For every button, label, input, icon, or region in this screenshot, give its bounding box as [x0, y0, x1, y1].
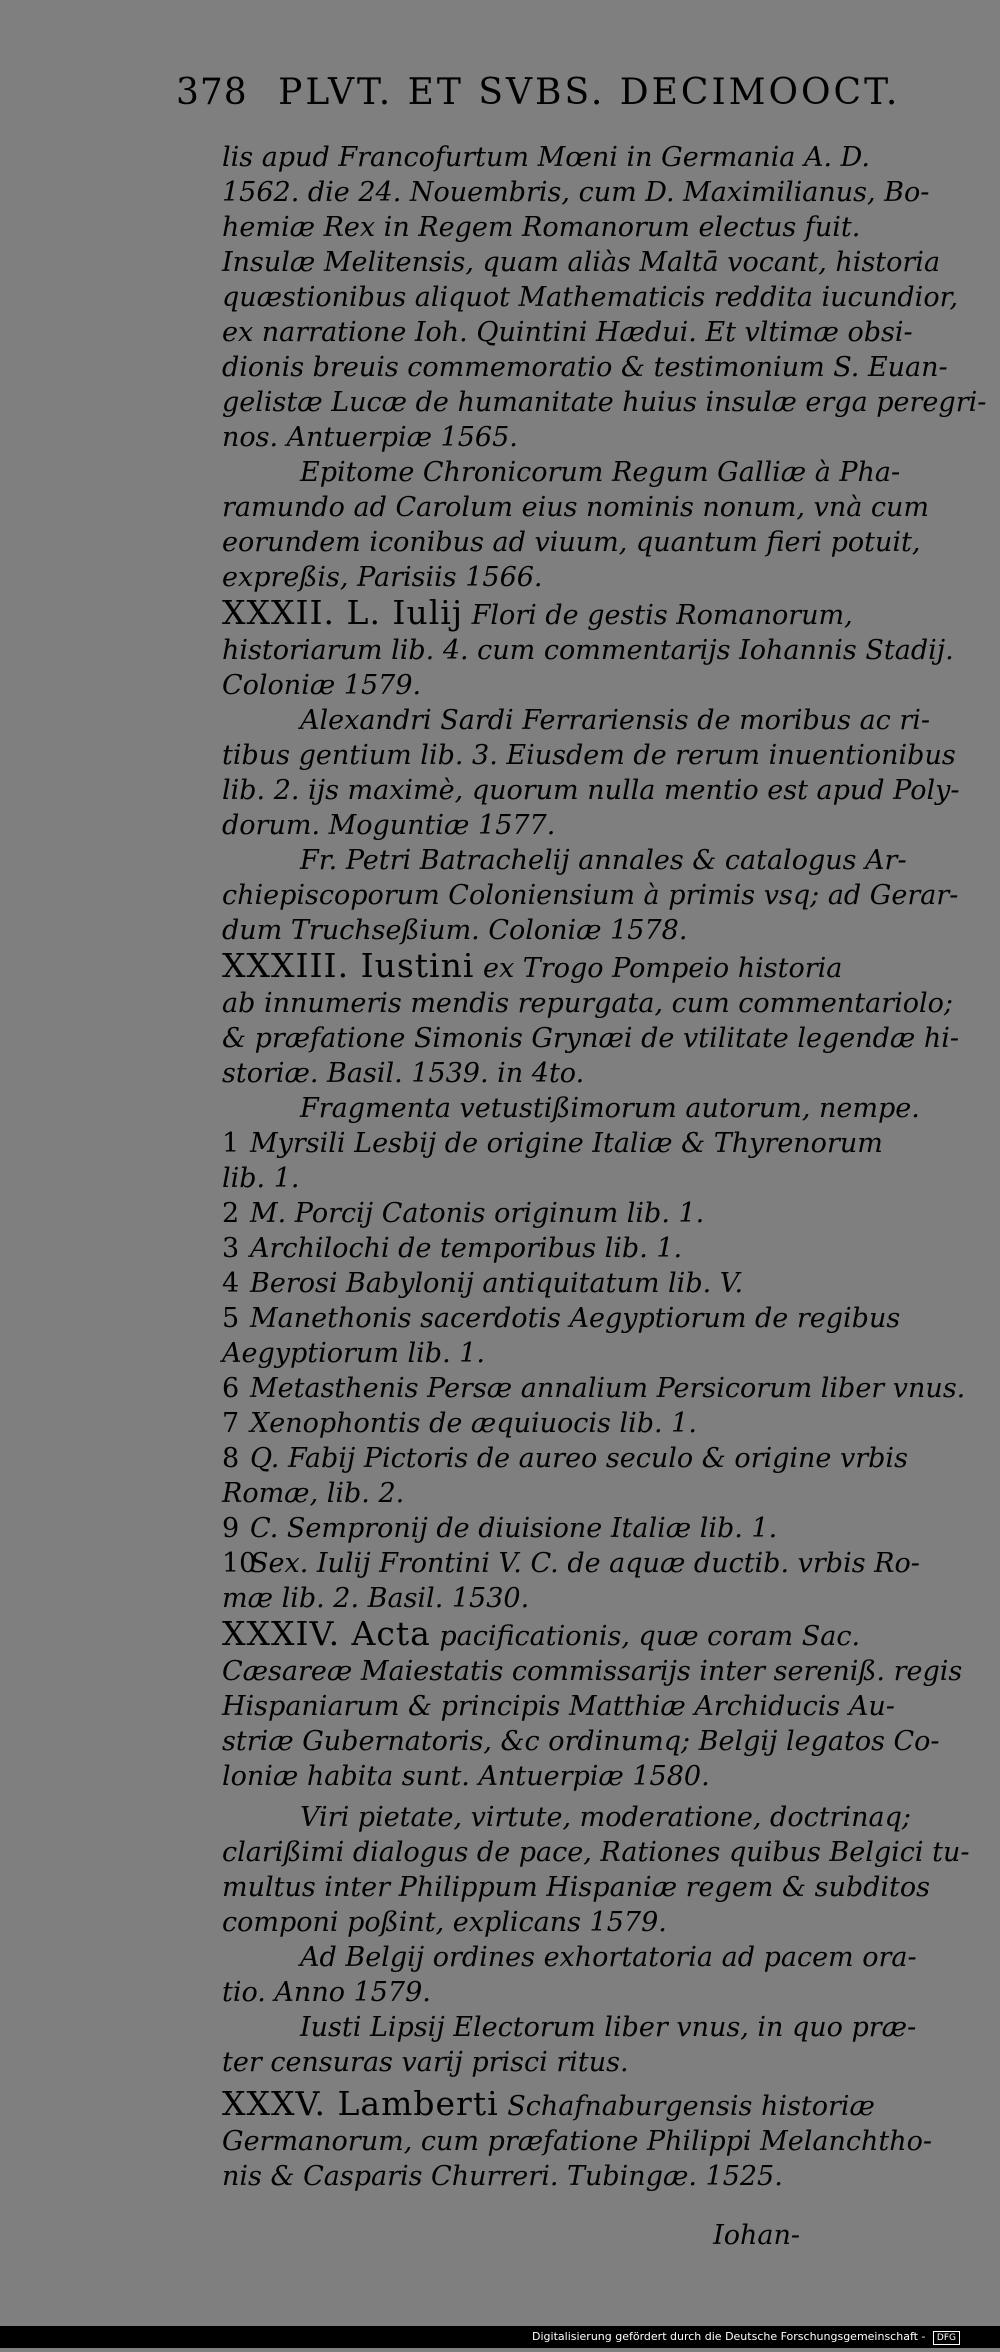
text-line	[222, 1905, 810, 1940]
text-line	[222, 2124, 933, 2159]
text-line	[222, 210, 861, 245]
line-text: Romæ, lib. 2.	[222, 1478, 405, 1509]
line-text: Sex. Iulij Frontini V. C. de aquæ ductib. vrbis Ro-	[250, 1548, 920, 1579]
text-line	[222, 1800, 911, 1835]
text-line	[222, 1161, 810, 1196]
line-text: dionis breuis commemoratio & testimonium S. Euan-	[222, 352, 948, 383]
item-number: 2	[222, 1198, 240, 1229]
text-line	[222, 1441, 908, 1476]
line-text: gelistæ Lucæ de humanitate huius insulæ erga peregri-	[222, 387, 987, 418]
text-line	[222, 2084, 875, 2124]
line-text: Archilochi de temporibus lib. 1.	[250, 1233, 683, 1264]
item-number: 5	[222, 1303, 240, 1334]
running-head-title: PLVT. ET SVBS. DECIMOOCT.	[278, 72, 901, 113]
text-line	[222, 1231, 810, 1266]
item-number: 8	[222, 1443, 240, 1474]
line-text: Fragmenta vetustißimorum autorum, nempe.	[300, 1093, 920, 1124]
line-text: Q. Fabij Pictoris de aureo seculo & origine vrbis	[250, 1443, 908, 1474]
line-text: ab innumeris mendis repurgata, cum commentariolo;	[222, 988, 953, 1019]
line-text: lib. 1.	[222, 1163, 300, 1194]
text-line	[222, 1196, 810, 1231]
digitization-footer	[0, 2326, 1000, 2348]
footer-text: Digitalisierung gefördert durch die Deutsche Forschungsgemeinschaft -	[532, 2330, 926, 2343]
line-text: Coloniæ 1579.	[222, 670, 422, 701]
line-text: multus inter Philippum Hispaniæ regem & subditos	[222, 1872, 931, 1903]
line-text: mæ lib. 2. Basil. 1530.	[222, 1583, 530, 1614]
text-line	[222, 1835, 970, 1870]
text-line	[222, 385, 987, 420]
text-line	[222, 525, 921, 560]
line-text: tio. Anno 1579.	[222, 1977, 431, 2008]
line-text: Flori de gestis Romanorum,	[463, 600, 853, 631]
text-line	[222, 245, 941, 280]
text-line	[222, 843, 907, 878]
text-line	[222, 490, 930, 525]
text-line	[222, 773, 960, 808]
line-text: ter censuras varij prisci ritus.	[222, 2047, 629, 2078]
text-line	[222, 1476, 810, 1511]
text-line	[222, 280, 959, 315]
text-line	[222, 1266, 810, 1301]
text-line	[222, 593, 853, 633]
line-text: C. Sempronij de diuisione Italiæ lib. 1.	[250, 1513, 778, 1544]
line-text: Insulæ Melitensis, quam aliàs Maltā vocant, historia	[222, 247, 941, 278]
text-line	[222, 1126, 883, 1161]
text-line	[222, 1614, 861, 1654]
text-line	[222, 668, 810, 703]
line-text: clarißimi dialogus de pace, Rationes quibus Belgici tu-	[222, 1837, 970, 1868]
line-text: componi poßint, explicans 1579.	[222, 1907, 667, 1938]
line-text: Aegyptiorum lib. 1.	[222, 1338, 485, 1369]
line-text: pacificationis, quæ coram Sac.	[430, 1621, 861, 1652]
text-line	[222, 455, 901, 490]
line-text: quæstionibus aliquot Mathematicis reddita iucundior,	[222, 282, 959, 313]
text-line	[222, 1654, 963, 1689]
text-line	[222, 1975, 810, 2010]
text-line	[222, 315, 913, 350]
line-text: Ad Belgij ordines exhortatoria ad pacem ora-	[300, 1942, 917, 1973]
line-text: Cæsareæ Maiestatis commissarijs inter sereniß. regis	[222, 1656, 963, 1687]
section-heading: XXXIII. Iustini	[222, 946, 475, 985]
text-line	[222, 1581, 810, 1616]
text-line	[222, 420, 810, 455]
line-text: nis & Casparis Churreri. Tubingæ. 1525.	[222, 2161, 783, 2192]
text-line	[222, 1406, 810, 1441]
running-header	[176, 72, 901, 113]
text-line	[222, 913, 810, 948]
page-body	[222, 140, 987, 2194]
text-line	[222, 560, 810, 595]
item-number: 6	[222, 1373, 240, 1404]
text-line	[222, 703, 931, 738]
catchword: Iohan-	[713, 2220, 800, 2251]
text-line	[222, 738, 956, 773]
item-number: 1	[222, 1128, 240, 1159]
page-number: 378	[176, 72, 248, 113]
text-line	[222, 1689, 895, 1724]
section-heading: XXXV. Lamberti	[222, 2084, 499, 2123]
line-text: chiepiscoporum Coloniensium à primis vsq; ad Gerar-	[222, 880, 959, 911]
line-text: dorum. Moguntiæ 1577.	[222, 810, 556, 841]
line-text: lib. 2. ijs maximè, quorum nulla mentio est apud Poly-	[222, 775, 960, 806]
text-line	[222, 1301, 901, 1336]
text-line	[222, 878, 959, 913]
item-number: 3	[222, 1233, 240, 1264]
line-text: Germanorum, cum præfatione Philippi Melanchtho-	[222, 2126, 933, 2157]
line-text: 1562. die 24. Nouembris, cum D. Maximilianus, Bo-	[222, 177, 930, 208]
line-text: striæ Gubernatoris, &c ordinumq; Belgij legatos Co-	[222, 1726, 940, 1757]
text-line	[222, 1371, 966, 1406]
text-line	[222, 1021, 960, 1056]
line-text: Viri pietate, virtute, moderatione, doctrinaq;	[300, 1802, 911, 1833]
line-text: ex Trogo Pompeio historia	[474, 953, 843, 984]
text-line	[222, 175, 930, 210]
text-line	[222, 1724, 940, 1759]
line-text: Alexandri Sardi Ferrariensis de moribus ac ri-	[300, 705, 931, 736]
section-heading: XXXIV. Acta	[222, 1614, 431, 1653]
item-number: 9	[222, 1513, 240, 1544]
text-line	[222, 350, 948, 385]
line-text: Myrsili Lesbij de origine Italiæ & Thyrenorum	[250, 1128, 883, 1159]
text-line	[222, 1336, 810, 1371]
text-line	[222, 1870, 931, 1905]
text-line	[222, 1091, 920, 1126]
section-heading: XXXII. L. Iulij	[222, 593, 464, 632]
line-text: ramundo ad Carolum eius nominis nonum, vnà cum	[222, 492, 930, 523]
line-text: storiæ. Basil. 1539. in 4to.	[222, 1058, 585, 1089]
text-line	[222, 633, 954, 668]
text-line	[222, 1511, 810, 1546]
text-line	[222, 140, 870, 175]
item-number: 4	[222, 1268, 240, 1299]
line-text: ex narratione Ioh. Quintini Hædui. Et vltimæ obsi-	[222, 317, 913, 348]
text-line	[222, 986, 953, 1021]
text-line	[222, 2159, 810, 2194]
line-text: lis apud Francofurtum Mœni in Germania A. D.	[222, 142, 870, 173]
line-text: Schafnaburgensis historiæ	[498, 2091, 875, 2122]
text-line	[222, 2045, 810, 2080]
text-line	[222, 946, 843, 986]
line-text: eorundem iconibus ad viuum, quantum fieri potuit,	[222, 527, 921, 558]
line-text: Hispaniarum & principis Matthiæ Archiducis Au-	[222, 1691, 895, 1722]
line-text: Metasthenis Persæ annalium Persicorum liber vnus.	[250, 1373, 966, 1404]
line-text: & præfatione Simonis Grynæi de vtilitate legendæ hi-	[222, 1023, 960, 1054]
line-text: nos. Antuerpiæ 1565.	[222, 422, 518, 453]
text-line	[222, 1546, 920, 1581]
text-line	[222, 1940, 917, 1975]
line-text: expreßis, Parisiis 1566.	[222, 562, 543, 593]
line-text: Fr. Petri Batrachelij annales & catalogus Ar-	[300, 845, 907, 876]
line-text: Iusti Lipsij Electorum liber vnus, in quo præ-	[300, 2012, 917, 2043]
line-text: Epitome Chronicorum Regum Galliæ à Pha-	[300, 457, 901, 488]
line-text: historiarum lib. 4. cum commentarijs Iohannis Stadij.	[222, 635, 954, 666]
text-line	[222, 808, 810, 843]
line-text: loniæ habita sunt. Antuerpiæ 1580.	[222, 1761, 710, 1792]
item-number: 10	[222, 1548, 257, 1579]
line-text: dum Truchseßium. Coloniæ 1578.	[222, 915, 688, 946]
line-text: Manethonis sacerdotis Aegyptiorum de regibus	[250, 1303, 901, 1334]
line-text: tibus gentium lib. 3. Eiusdem de rerum inuentionibus	[222, 740, 956, 771]
line-text: Xenophontis de æquiuocis lib. 1.	[250, 1408, 697, 1439]
line-text: M. Porcij Catonis originum lib. 1.	[250, 1198, 705, 1229]
item-number: 7	[222, 1408, 240, 1439]
text-line	[222, 2010, 917, 2045]
text-line	[222, 1759, 810, 1794]
line-text: hemiæ Rex in Regem Romanorum electus fuit.	[222, 212, 861, 243]
text-line	[222, 1056, 810, 1091]
line-text: Berosi Babylonij antiquitatum lib. V.	[250, 1268, 744, 1299]
dfg-logo: DFG	[933, 2331, 960, 2345]
